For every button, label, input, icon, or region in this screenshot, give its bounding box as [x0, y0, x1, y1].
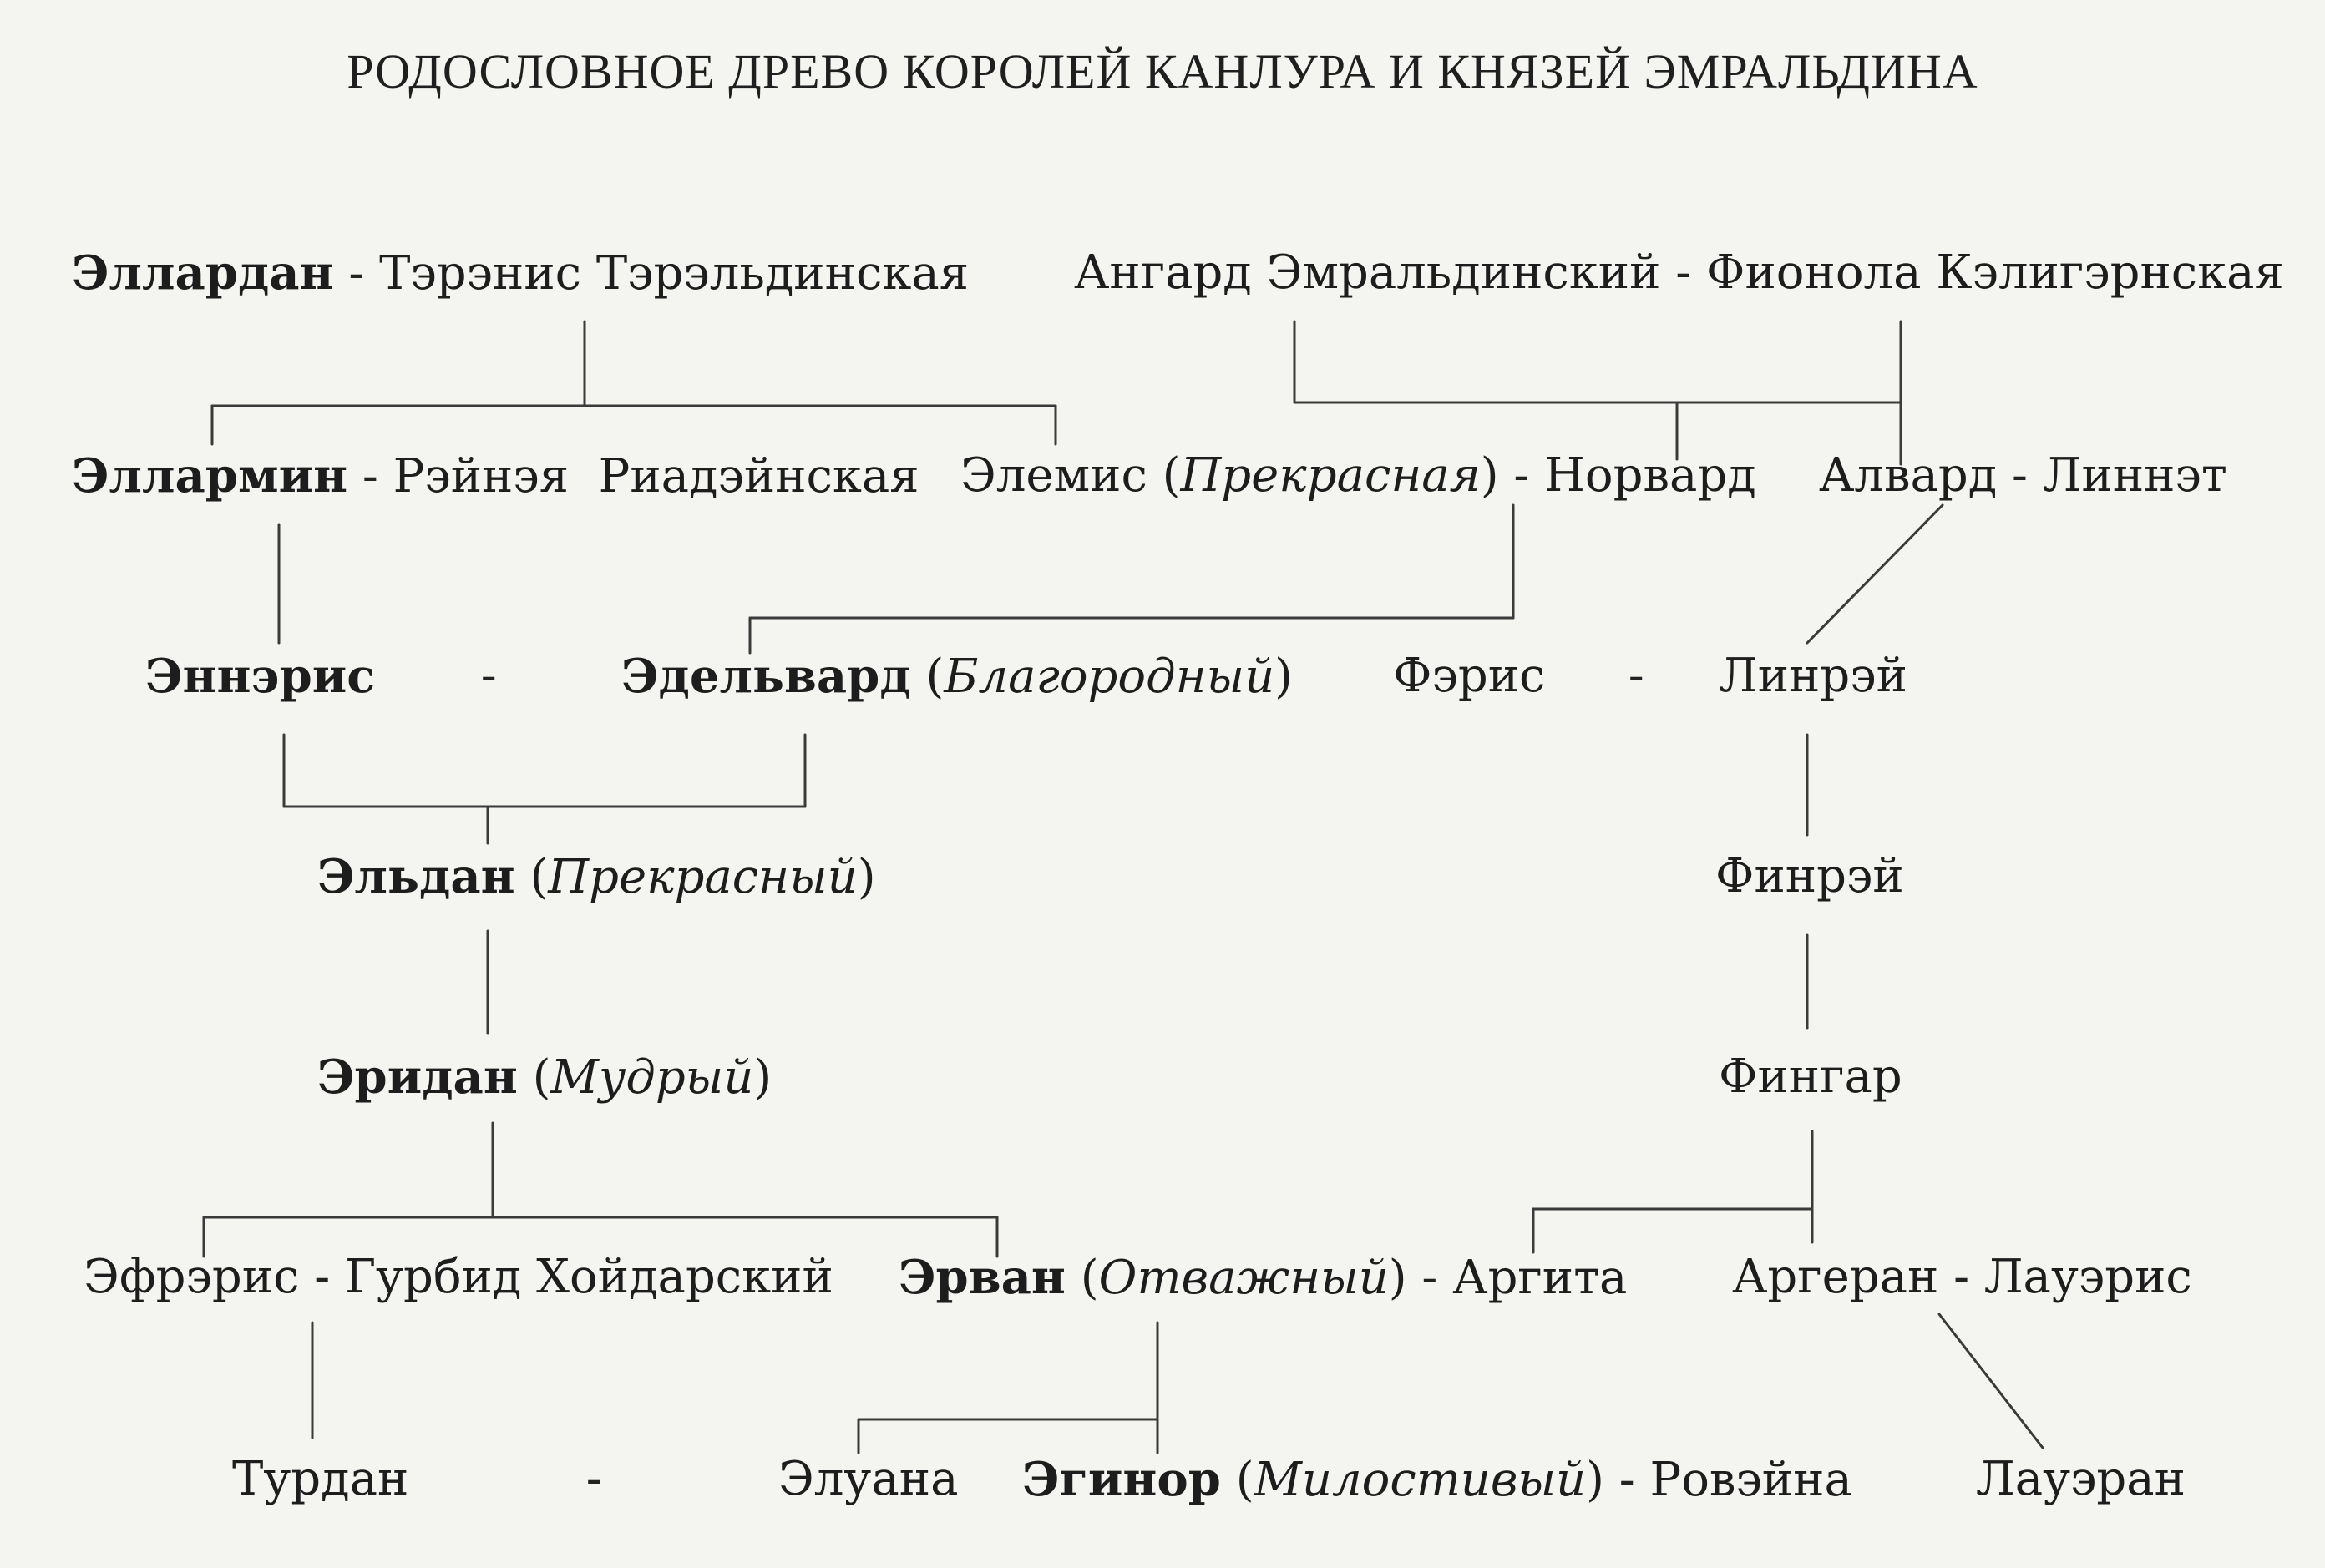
epithet-eldan: Прекрасный: [548, 850, 858, 904]
person-edelvard-row: Эдельвард (Благородный): [621, 649, 1294, 704]
person-linrey-row: [1719, 647, 1907, 706]
epithet-elemis: Прекрасная: [1180, 448, 1481, 503]
marriage-dash: -: [1660, 245, 1706, 300]
person-norvard: Норвард: [1544, 448, 1756, 503]
person-argita: Аргита: [1452, 1251, 1628, 1305]
couple-ellarmin-reyneya: [72, 447, 919, 506]
couple-alvard-linnet: [1819, 447, 2227, 505]
person-eridan-row: Эридан (Мудрый): [317, 1050, 772, 1105]
marriage-dash: -: [1997, 448, 2043, 503]
marriage-dash: -: [1406, 1251, 1453, 1305]
person-eldan-row: Эльдан (Прекрасный): [317, 849, 876, 904]
person-fingar: Фингар: [1719, 1050, 1902, 1104]
person-finrey-row: [1715, 847, 1904, 906]
couple-ervan-argita: Эрван (Отважный) - Аргита: [899, 1250, 1628, 1305]
person-fingar-row: [1719, 1048, 1902, 1106]
epithet-edelvard: Благородный: [944, 650, 1275, 704]
person-efreris: Эфрэрис: [84, 1250, 300, 1304]
person-roveyna: Ровэйна: [1649, 1453, 1852, 1507]
marriage-dash: -: [1938, 1250, 1984, 1304]
person-reyneya: Рэйнэя Риадэйнская: [393, 449, 919, 503]
person-eginor: Эгинор: [1022, 1452, 1221, 1507]
person-turdan-row: [232, 1450, 408, 1509]
person-angard: Ангард Эмральдинский: [1074, 245, 1661, 300]
person-elemis: Элемис: [960, 448, 1147, 503]
couple-angard-fionola: [1074, 244, 2284, 302]
person-laueris: Лауэрис: [1983, 1250, 2192, 1304]
person-fionola: Фионола Кэлигэрнская: [1705, 245, 2284, 300]
person-alvard: Алвард: [1819, 448, 1998, 503]
person-terenis: Тэрэнис Тэрэльдинская: [379, 246, 970, 301]
marriage-dash: -: [1498, 448, 1545, 503]
person-feris: Фэрис: [1393, 649, 1546, 703]
marriage-dash-turdan-eluana: -: [571, 1452, 617, 1506]
couple-elemis-norvard: Элемис (Прекрасная) - Норвард: [960, 448, 1756, 503]
person-linnet: Линнэт: [2042, 448, 2227, 503]
person-linrey: Линрэй: [1719, 649, 1907, 703]
person-enneris-row: [145, 647, 375, 706]
person-eluana: Элуана: [778, 1452, 959, 1506]
person-laueran: Лауэран: [1976, 1452, 2186, 1506]
marriage-dash: -: [347, 449, 393, 503]
person-eldan: Эльдан: [317, 849, 515, 904]
marriage-dash: -: [299, 1250, 345, 1304]
marriage-dash: -: [333, 246, 380, 301]
person-gurbid: Гурбид Хойдарский: [344, 1250, 833, 1304]
couple-argeran-laueris: [1732, 1248, 2192, 1307]
person-eridan: Эридан: [317, 1050, 518, 1105]
marriage-dash: -: [1603, 1453, 1650, 1507]
couple-eginor-roveyna: Эгинор (Милостивый) - Ровэйна: [1022, 1452, 1852, 1507]
person-edelvard: Эдельвард: [621, 649, 911, 704]
marriage-dash-enneris-edelvard: -: [466, 649, 512, 703]
epithet-ervan: Отважный: [1098, 1251, 1389, 1305]
conn-laueris-diag: [1939, 1314, 2043, 1448]
person-ellardan: Эллардан: [72, 245, 334, 301]
person-feris-row: [1393, 647, 1545, 706]
person-turdan: Турдан: [232, 1452, 409, 1506]
couple-ellardan-terenis: [72, 244, 969, 303]
conn-alvard-diag: [1807, 505, 1943, 643]
epithet-eginor: Милостивый: [1254, 1453, 1587, 1507]
person-laueran-row: [1976, 1450, 2186, 1509]
person-enneris: Эннэрис: [145, 649, 376, 704]
page-title: РОДОСЛОВНОЕ ДРЕВО КОРОЛЕЙ КАНЛУРА И КНЯЗЕЙ ЭМРАЛЬДИНА: [347, 44, 1978, 99]
person-finrey: Финрэй: [1715, 849, 1904, 903]
person-argeran: Аргеран: [1732, 1250, 1939, 1304]
person-ervan: Эрван: [899, 1250, 1066, 1305]
epithet-eridan: Мудрый: [550, 1050, 754, 1105]
person-eluana-row: [778, 1450, 958, 1509]
person-ellarmin: Эллармин: [72, 448, 348, 503]
marriage-dash-feris-linrey: -: [1613, 649, 1659, 703]
couple-efreris-gurbid: [84, 1248, 833, 1307]
